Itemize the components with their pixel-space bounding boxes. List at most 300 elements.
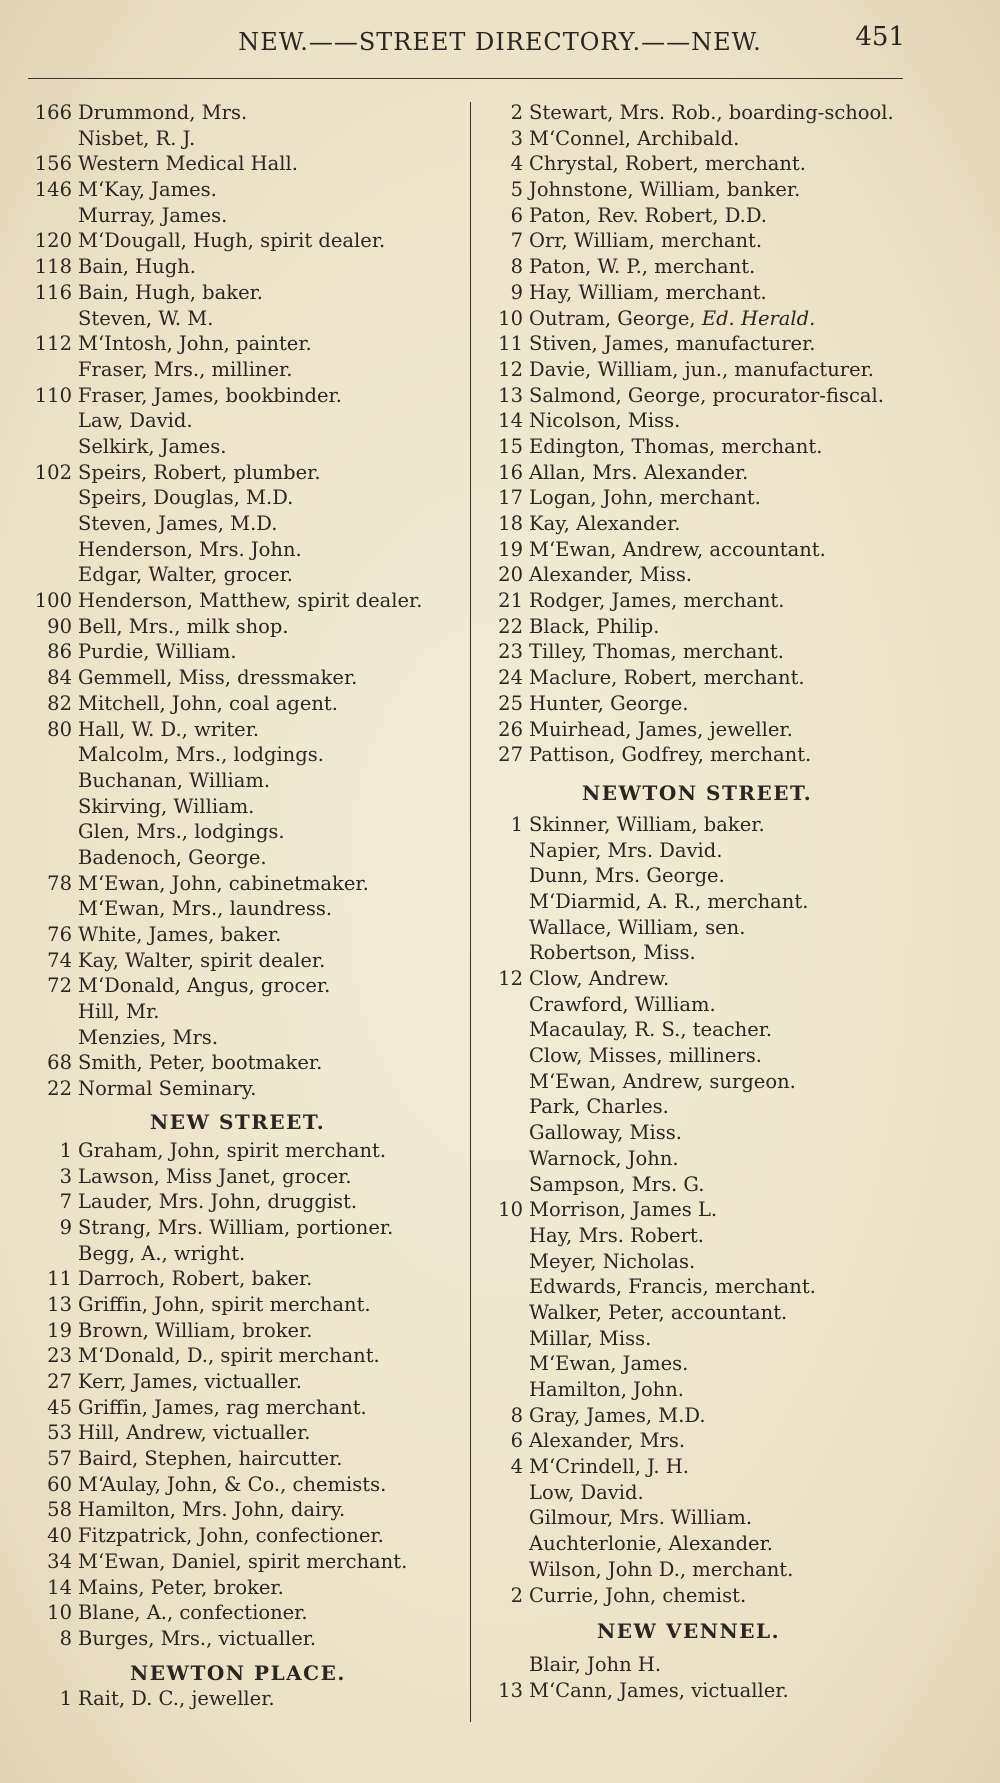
directory-entry [20, 177, 460, 203]
directory-entry [480, 1454, 980, 1480]
resident-name: Rait, D. C., jeweller. [78, 1686, 275, 1710]
house-number: 68 [47, 1051, 72, 1075]
directory-entry [20, 742, 460, 768]
house-number: 60 [47, 1472, 72, 1496]
resident-name: Robertson, Miss. [529, 941, 696, 965]
resident-name: Salmond, George, procurator-fiscal. [529, 383, 884, 407]
resident-name: Bain, Hugh, baker. [78, 280, 263, 304]
resident-name: Lauder, Mrs. John, druggist. [78, 1190, 358, 1214]
directory-entry [480, 1351, 980, 1377]
directory-entry [480, 742, 980, 768]
directory-entry [480, 915, 980, 941]
directory-entry [20, 665, 460, 691]
directory-entry [20, 588, 460, 614]
directory-entry [20, 1076, 460, 1102]
resident-name: Normal Seminary. [78, 1077, 257, 1101]
entry-list [480, 812, 980, 1608]
resident-name: Henderson, Mrs. John. [78, 537, 302, 561]
resident-name: Malcolm, Mrs., lodgings. [78, 743, 324, 767]
directory-entry [20, 691, 460, 717]
directory-entry [20, 1189, 460, 1215]
house-number: 100 [34, 589, 72, 613]
directory-entry [20, 228, 460, 254]
resident-name: Menzies, Mrs. [78, 1025, 219, 1049]
resident-name: Kay, Walter, spirit dealer. [78, 948, 326, 972]
resident-name: Skinner, William, baker. [529, 812, 765, 836]
resident-name: Rodger, James, merchant. [529, 589, 785, 613]
directory-entry [20, 562, 460, 588]
resident-name: Warnock, John. [529, 1146, 679, 1170]
directory-entry [20, 254, 460, 280]
directory-entry [480, 383, 980, 409]
directory-entry [20, 100, 460, 126]
directory-entry [480, 940, 980, 966]
directory-entry [480, 203, 980, 229]
house-number: 12 [498, 357, 523, 381]
resident-name: Nisbet, R. J. [78, 126, 196, 150]
house-number: 5 [510, 178, 523, 202]
house-number: 7 [510, 229, 523, 253]
resident-name: Fraser, James, bookbinder. [78, 383, 342, 407]
house-number: 2 [510, 101, 523, 124]
house-number: 72 [47, 974, 72, 998]
directory-entry [20, 1686, 460, 1712]
resident-name: Allan, Mrs. Alexander. [529, 460, 749, 484]
house-number: 7 [59, 1190, 72, 1214]
directory-entry [20, 151, 460, 177]
entry-list [20, 1138, 460, 1652]
resident-name: Hamilton, Mrs. John, dairy. [78, 1498, 346, 1522]
directory-entry [480, 511, 980, 537]
directory-entry [480, 1094, 980, 1120]
resident-name: Henderson, Matthew, spirit dealer. [78, 589, 423, 613]
resident-name: Morrison, James L. [529, 1198, 718, 1222]
resident-name: Mitchell, John, coal agent. [78, 691, 338, 715]
directory-entry [20, 1575, 460, 1601]
resident-name: Law, David. [78, 409, 193, 433]
resident-name: Edwards, Francis, merchant. [529, 1275, 816, 1299]
resident-name: Tilley, Thomas, merchant. [529, 640, 784, 664]
directory-entry [20, 1626, 460, 1652]
directory-entry [480, 1120, 980, 1146]
page-header [0, 22, 1000, 62]
directory-entry [20, 537, 460, 563]
directory-entry [480, 1326, 980, 1352]
directory-entry [480, 1172, 980, 1198]
section-heading-newton-place: NEWTON PLACE. [130, 1660, 346, 1685]
resident-name: Gemmell, Miss, dressmaker. [78, 666, 358, 690]
resident-name: Chrystal, Robert, merchant. [529, 152, 806, 176]
page-number: 451 [855, 22, 905, 52]
directory-entry [20, 1318, 460, 1344]
directory-entry [20, 306, 460, 332]
resident-name: Pattison, Godfrey, merchant. [529, 743, 812, 767]
directory-entry [480, 1403, 980, 1429]
house-number: 8 [510, 255, 523, 279]
directory-entry [20, 1395, 460, 1421]
resident-name: M‘Intosh, John, painter. [78, 332, 312, 356]
house-number: 116 [34, 280, 72, 304]
resident-name: Johnstone, William, banker. [529, 178, 801, 202]
directory-entry [480, 1274, 980, 1300]
directory-entry [480, 889, 980, 915]
directory-entry [20, 280, 460, 306]
resident-occupation-italic: Ed. Herald. [701, 306, 816, 330]
directory-entry [480, 966, 980, 992]
directory-entry [20, 383, 460, 409]
resident-name: Hay, William, merchant. [529, 280, 767, 304]
resident-name: Hill, Andrew, victualler. [78, 1421, 311, 1445]
house-number: 17 [498, 486, 523, 510]
entry-list [20, 1686, 460, 1712]
house-number: 120 [34, 229, 72, 253]
house-number: 19 [498, 537, 523, 561]
directory-entry [20, 1549, 460, 1575]
resident-name: Gilmour, Mrs. William. [529, 1506, 753, 1530]
resident-name: Blane, A., confectioner. [78, 1601, 308, 1625]
directory-entry [20, 1343, 460, 1369]
house-number: 146 [34, 178, 72, 202]
resident-name: M‘Aulay, John, & Co., chemists. [78, 1472, 387, 1496]
resident-name: Outram, George, [529, 306, 702, 330]
directory-entry [20, 1215, 460, 1241]
resident-name: M‘Ewan, Andrew, surgeon. [529, 1069, 796, 1093]
directory-entry [20, 1446, 460, 1472]
resident-name: Bell, Mrs., milk shop. [78, 614, 289, 638]
resident-name: Glen, Mrs., lodgings. [78, 820, 285, 844]
resident-name: M‘Ewan, Andrew, accountant. [529, 537, 826, 561]
resident-name: Smith, Peter, bootmaker. [78, 1051, 323, 1075]
resident-name: Fraser, Mrs., milliner. [78, 357, 293, 381]
house-number: 13 [498, 383, 523, 407]
house-number: 4 [510, 152, 523, 176]
directory-entry [480, 1480, 980, 1506]
house-number: 23 [47, 1344, 72, 1368]
resident-name: Speirs, Robert, plumber. [78, 460, 321, 484]
directory-entry [480, 1043, 980, 1069]
directory-entry [20, 1050, 460, 1076]
resident-name: Kay, Alexander. [529, 512, 681, 535]
directory-entry [480, 408, 980, 434]
house-number: 13 [47, 1292, 72, 1316]
directory-entry [20, 203, 460, 229]
resident-name: Hunter, George. [529, 691, 689, 715]
resident-name: Logan, John, merchant. [529, 486, 761, 510]
directory-entry [480, 485, 980, 511]
resident-name: Low, David. [529, 1480, 644, 1504]
directory-entry [480, 992, 980, 1018]
directory-entry [480, 151, 980, 177]
house-number: 20 [498, 563, 523, 587]
directory-entry [20, 1241, 460, 1267]
directory-entry [480, 588, 980, 614]
resident-name: Dunn, Mrs. George. [529, 864, 725, 888]
header-rule [28, 78, 903, 79]
resident-name: M‘Connel, Archibald. [529, 126, 740, 150]
entry-list [480, 1652, 980, 1703]
resident-name: Begg, A., wright. [78, 1241, 246, 1265]
house-number: 53 [47, 1421, 72, 1445]
house-number: 40 [47, 1524, 72, 1548]
resident-name: Macaulay, R. S., teacher. [529, 1018, 773, 1042]
house-number: 78 [47, 871, 72, 895]
directory-entry [480, 228, 980, 254]
resident-name: Hall, W. D., writer. [78, 717, 260, 741]
directory-entry [480, 280, 980, 306]
house-number: 1 [59, 1138, 72, 1162]
resident-name: Bain, Hugh. [78, 255, 196, 279]
resident-name: Maclure, Robert, merchant. [529, 666, 805, 690]
house-number: 112 [34, 332, 72, 356]
directory-entry [20, 871, 460, 897]
directory-entry [20, 845, 460, 871]
directory-entry [20, 1523, 460, 1549]
house-number: 13 [498, 1678, 523, 1702]
resident-name: Buchanan, William. [78, 768, 271, 792]
left-column [20, 100, 460, 1711]
house-number: 1 [510, 812, 523, 836]
house-number: 10 [47, 1601, 72, 1625]
directory-entry [480, 717, 980, 743]
house-number: 74 [47, 948, 72, 972]
house-number: 11 [498, 332, 523, 356]
house-number: 15 [498, 434, 523, 458]
directory-entry [20, 1600, 460, 1626]
directory-entry [20, 973, 460, 999]
resident-name: M‘Dougall, Hugh, spirit dealer. [78, 229, 386, 253]
house-number: 80 [47, 717, 72, 741]
directory-entry [480, 1505, 980, 1531]
directory-entry [20, 639, 460, 665]
column-divider [470, 102, 471, 1722]
directory-entry [20, 434, 460, 460]
directory-entry [480, 537, 980, 563]
resident-name: Alexander, Mrs. [529, 1429, 686, 1453]
resident-name: Paton, W. P., merchant. [529, 255, 756, 279]
resident-name: M‘Ewan, Mrs., laundress. [78, 897, 333, 921]
house-number: 34 [47, 1549, 72, 1573]
resident-name: Speirs, Douglas, M.D. [78, 486, 294, 510]
directory-entry [480, 331, 980, 357]
section-heading-new-vennel: NEW VENNEL. [597, 1619, 781, 1644]
resident-name: Nicolson, Miss. [529, 409, 681, 433]
directory-entry [20, 896, 460, 922]
resident-name: M‘Kay, James. [78, 178, 217, 202]
directory-entry [480, 614, 980, 640]
resident-name: Hay, Mrs. Robert. [529, 1223, 704, 1247]
house-number: 14 [498, 409, 523, 433]
directory-entry [480, 1146, 980, 1172]
resident-name: Baird, Stephen, haircutter. [78, 1447, 343, 1471]
resident-name: Western Medical Hall. [78, 152, 298, 176]
resident-name: Hill, Mr. [78, 1000, 160, 1024]
resident-name: Paton, Rev. Robert, D.D. [529, 203, 767, 227]
house-number: 6 [510, 203, 523, 227]
resident-name: Mains, Peter, broker. [78, 1575, 284, 1599]
resident-name: Clow, Misses, milliners. [529, 1044, 762, 1068]
directory-entry [20, 1420, 460, 1446]
house-number: 118 [34, 255, 72, 279]
directory-entry [480, 1017, 980, 1043]
house-number: 2 [510, 1583, 523, 1607]
house-number: 90 [47, 614, 72, 638]
house-number: 10 [498, 1198, 523, 1222]
resident-name: M‘Diarmid, A. R., merchant. [529, 889, 809, 913]
house-number: 58 [47, 1498, 72, 1522]
resident-name: Wallace, William, sen. [529, 915, 746, 939]
directory-entry [480, 1300, 980, 1326]
directory-entry [480, 177, 980, 203]
house-number: 9 [59, 1215, 72, 1239]
section-heading-newton-street: NEWTON STREET. [582, 780, 813, 805]
directory-entry [480, 1249, 980, 1275]
house-number: 19 [47, 1318, 72, 1342]
directory-entry [20, 331, 460, 357]
house-number: 3 [59, 1164, 72, 1188]
directory-entry [20, 614, 460, 640]
house-number: 102 [34, 460, 72, 484]
directory-entry [480, 838, 980, 864]
house-number: 84 [47, 666, 72, 690]
directory-entry [480, 1678, 980, 1704]
house-number: 23 [498, 640, 523, 664]
entry-list [480, 100, 980, 768]
directory-entry [480, 1377, 980, 1403]
resident-name: M‘Crindell, J. H. [529, 1455, 689, 1479]
directory-entry [20, 126, 460, 152]
house-number: 82 [47, 691, 72, 715]
directory-entry [20, 511, 460, 537]
directory-entry [20, 1138, 460, 1164]
resident-name: Skirving, William. [78, 794, 255, 818]
directory-entry [20, 948, 460, 974]
directory-entry [480, 1428, 980, 1454]
resident-name: Purdie, William. [78, 640, 237, 664]
directory-entry [480, 1531, 980, 1557]
resident-name: Park, Charles. [529, 1095, 669, 1119]
resident-name: Burges, Mrs., victualler. [78, 1626, 317, 1650]
resident-name: M‘Ewan, John, cabinetmaker. [78, 871, 369, 895]
house-number: 22 [47, 1077, 72, 1101]
house-number: 166 [34, 101, 72, 124]
resident-name: Selkirk, James. [78, 434, 227, 458]
directory-entry [20, 768, 460, 794]
directory-entry [480, 812, 980, 838]
house-number: 11 [47, 1267, 72, 1291]
resident-name: Griffin, James, rag merchant. [78, 1395, 367, 1419]
house-number: 57 [47, 1447, 72, 1471]
resident-name: Galloway, Miss. [529, 1121, 682, 1145]
directory-entry [20, 1369, 460, 1395]
resident-name: Gray, James, M.D. [529, 1403, 706, 1427]
directory-entry [480, 357, 980, 383]
resident-name: Edgar, Walter, grocer. [78, 563, 293, 587]
directory-entry [20, 357, 460, 383]
directory-entry [20, 819, 460, 845]
directory-entry [20, 794, 460, 820]
entry-list [20, 100, 460, 1102]
resident-name: Darroch, Robert, baker. [78, 1267, 313, 1291]
directory-entry [20, 1025, 460, 1051]
resident-name: Currie, John, chemist. [529, 1583, 747, 1607]
resident-name: Alexander, Miss. [529, 563, 693, 587]
resident-name: Blair, John H. [529, 1653, 662, 1677]
resident-name: Wilson, John D., merchant. [529, 1557, 794, 1581]
resident-name: Crawford, William. [529, 992, 716, 1016]
resident-name: Meyer, Nicholas. [529, 1249, 696, 1273]
directory-entry [480, 863, 980, 889]
resident-name: White, James, baker. [78, 923, 282, 946]
directory-entry [480, 665, 980, 691]
directory-entry [480, 1223, 980, 1249]
house-number: 10 [498, 306, 523, 330]
resident-name: Fitzpatrick, John, confectioner. [78, 1524, 384, 1548]
directory-entry [20, 460, 460, 486]
resident-name: Black, Philip. [529, 614, 660, 638]
directory-entry [20, 1472, 460, 1498]
resident-name: Clow, Andrew. [529, 967, 670, 990]
running-title: NEW.——STREET DIRECTORY.——NEW. [238, 28, 762, 56]
house-number: 22 [498, 614, 523, 638]
resident-name: Stiven, James, manufacturer. [529, 332, 816, 356]
resident-name: Badenoch, George. [78, 845, 267, 869]
resident-name: M‘Donald, D., spirit merchant. [78, 1344, 380, 1368]
resident-name: M‘Donald, Angus, grocer. [78, 974, 331, 998]
directory-entry [20, 999, 460, 1025]
resident-name: Napier, Mrs. David. [529, 838, 723, 862]
resident-name: Hamilton, John. [529, 1378, 685, 1401]
house-number: 12 [498, 967, 523, 990]
house-number: 27 [498, 743, 523, 767]
house-number: 16 [498, 460, 523, 484]
directory-entry [480, 1069, 980, 1095]
section-heading-new-street: NEW STREET. [150, 1109, 326, 1134]
resident-name: Orr, William, merchant. [529, 229, 763, 253]
house-number: 18 [498, 512, 523, 535]
house-number: 1 [59, 1686, 72, 1710]
resident-name: Griffin, John, spirit merchant. [78, 1292, 371, 1316]
house-number: 26 [498, 717, 523, 741]
house-number: 76 [47, 923, 72, 946]
directory-entry [20, 1497, 460, 1523]
directory-entry [480, 1583, 980, 1609]
resident-name: Brown, William, broker. [78, 1318, 313, 1342]
directory-entry [480, 1557, 980, 1583]
resident-name: Muirhead, James, jeweller. [529, 717, 793, 741]
resident-name: M‘Cann, James, victualler. [529, 1678, 789, 1702]
directory-entry [480, 434, 980, 460]
house-number: 9 [510, 280, 523, 304]
directory-entry [480, 100, 980, 126]
right-column [480, 100, 980, 1704]
directory-entry [20, 1164, 460, 1190]
resident-name: Stewart, Mrs. Rob., boarding-school. [529, 101, 894, 124]
resident-name: Strang, Mrs. William, portioner. [78, 1215, 394, 1239]
resident-name: Sampson, Mrs. G. [529, 1172, 705, 1196]
resident-name: Drummond, Mrs. [78, 101, 248, 124]
resident-name: Steven, James, M.D. [78, 512, 278, 535]
house-number: 25 [498, 691, 523, 715]
house-number: 8 [59, 1626, 72, 1650]
house-number: 3 [510, 126, 523, 150]
resident-name: Edington, Thomas, merchant. [529, 434, 823, 458]
directory-entry [480, 306, 980, 332]
house-number: 86 [47, 640, 72, 664]
house-number: 110 [34, 383, 72, 407]
directory-entry [20, 485, 460, 511]
resident-name: M‘Ewan, James. [529, 1352, 689, 1376]
house-number: 27 [47, 1370, 72, 1393]
